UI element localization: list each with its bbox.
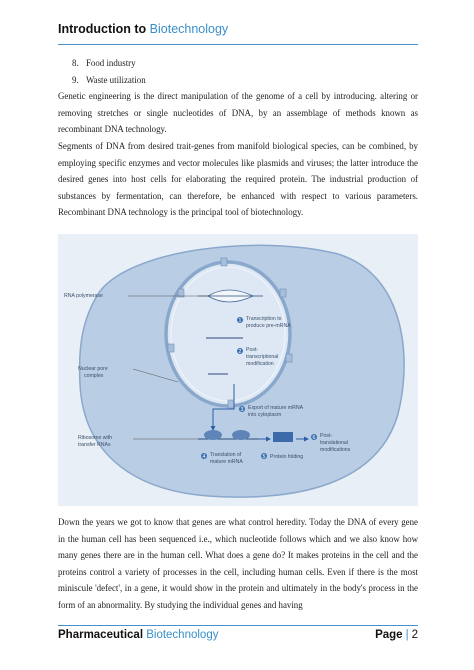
svg-text:modification: modification [246, 361, 274, 367]
nucleus [166, 262, 290, 406]
list-number: 8. [72, 58, 79, 68]
svg-text:Post-: Post- [246, 347, 259, 353]
list-text: Food industry [86, 58, 136, 68]
svg-text:4: 4 [202, 454, 206, 460]
page-footer [58, 629, 418, 641]
ribosome-icon [204, 430, 222, 440]
svg-text:transcriptional: transcriptional [246, 354, 279, 360]
header-title: Introduction to [58, 22, 147, 36]
page-num: 2 [411, 629, 418, 641]
gene-expression-figure [58, 234, 418, 506]
svg-text:produce pre-mRNA: produce pre-mRNA [246, 323, 291, 329]
page-separator: | [405, 629, 409, 641]
ribosome-icon [232, 430, 250, 440]
label-ribosome-2: transfer RNAs [78, 442, 111, 448]
svg-text:Post-: Post- [320, 433, 333, 439]
document-body-lower [58, 514, 418, 614]
list-item [58, 72, 418, 89]
svg-text:modifications: modifications [320, 447, 351, 453]
footer-title-accent: Biotechnology [146, 629, 219, 641]
list-text: Waste utilization [86, 74, 146, 85]
svg-text:5: 5 [262, 454, 266, 460]
list-item [58, 55, 418, 72]
svg-text:Translation of: Translation of [210, 452, 242, 458]
page-label: Page [375, 629, 403, 641]
label-nuclear-pore-1: Nuclear pore [78, 366, 108, 372]
svg-text:Protein folding: Protein folding [270, 454, 304, 460]
protein-chain [273, 432, 293, 442]
footer-title: Pharmaceutical [58, 629, 144, 641]
header-rule [58, 44, 418, 45]
list-number: 9. [72, 74, 79, 85]
svg-text:translational: translational [320, 440, 348, 446]
svg-text:2: 2 [238, 349, 242, 355]
svg-text:Export of mature mRNA: Export of mature mRNA [248, 405, 304, 411]
label-nuclear-pore-2: complex [84, 373, 104, 379]
paragraph-heredity: Down the years we got to know that genes are what control heredity. Today the DNA of every gene in the human cell has been sequenced i.e., which nucleotide follows which and we also know how many genes there are in the human cell. What does a gene do? It makes proteins in the cell and the proteins control a variety of processes in the cell, including human cells. Even if there is the most miniscule 'defect', in a gene, it would show in the protein and ultimately in the body's process in the form of an abnormality. By studying the individual genes and having [58, 517, 418, 610]
svg-text:Transcription to: Transcription to [246, 316, 282, 322]
label-rna-polymerase: RNA polymerase [64, 293, 103, 299]
footer-rule [58, 625, 418, 626]
page-header [58, 22, 418, 36]
document-body [58, 55, 418, 221]
page-number [375, 629, 418, 641]
svg-text:mature mRNA: mature mRNA [210, 459, 243, 465]
svg-text:into cytoplasm: into cytoplasm [248, 412, 282, 418]
svg-text:6: 6 [312, 435, 316, 441]
svg-text:3: 3 [240, 407, 244, 413]
paragraph-dna-segments: Segments of DNA from desired trait-genes from manifold biological species, can be combined, by employing specific enzymes and vector molecules like plasmids and viruses; the latter introduce the desired genes into host cells for elaborating the required protein. The industrial production of substances by fermentation, can therefore, be enhanced with respect to various parameters. Recombinant DNA technology is the principal tool of biotechnology. [58, 140, 418, 218]
label-ribosome-1: Ribosome with [78, 435, 113, 441]
svg-text:1: 1 [238, 318, 242, 324]
paragraph-genetic-engineering: Genetic engineering is the direct manipulation of the genome of a cell by introducing. altering or removing stretches or single nucleotides of DNA, by an assemblage of methods known as recombinant DNA technology. [58, 91, 418, 135]
header-title-accent: Biotechnology [149, 22, 229, 36]
cell-diagram [58, 234, 418, 506]
